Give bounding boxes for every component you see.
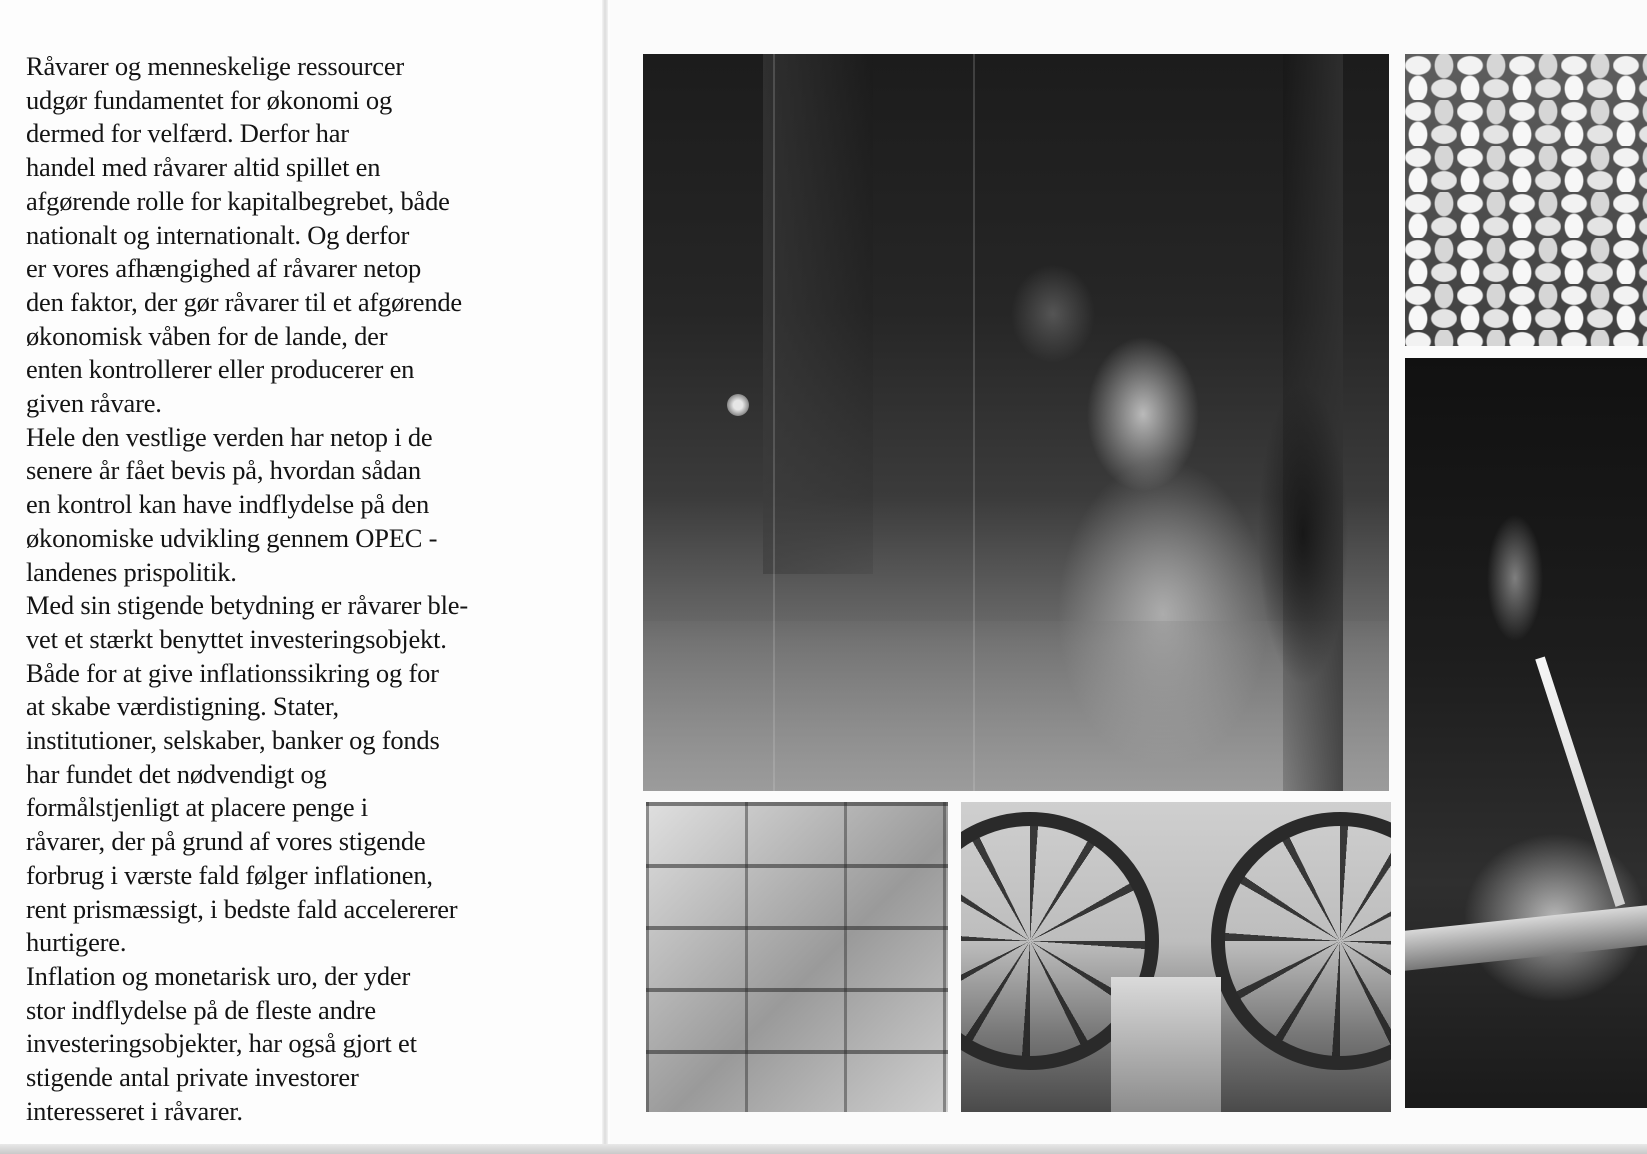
article-line: vet et stærkt benyttet investeringsobjekt. (26, 623, 447, 654)
article-line: økonomisk våben for de lande, der (26, 320, 388, 351)
workers-photo-rule (973, 54, 975, 791)
article-line: rent prismæssigt, i bedste fald accelererer (26, 893, 458, 924)
article-line: formålstjenligt at placere penge i (26, 792, 368, 823)
article-line: Inflation og monetarisk uro, der yder (26, 960, 411, 991)
article-line: udgør fundamentet for økonomi og (26, 84, 392, 115)
article-line: handel med råvarer altid spillet en (26, 152, 381, 183)
workers-photo-shadow (763, 54, 873, 574)
article-line: forbrug i værste fald følger inflationen, (26, 859, 433, 890)
article-line: den faktor, der gør råvarer til et afgørende (26, 286, 462, 317)
article-line: enten kontrollerer eller producerer en (26, 354, 415, 385)
molten-stream (1535, 656, 1625, 906)
article-line: hurtigere. (26, 927, 127, 958)
article-line: senere år fået bevis på, hvordan sådan (26, 455, 421, 486)
article-line: landenes prispolitik. (26, 556, 237, 587)
article-line: given råvare. (26, 388, 162, 419)
article-line: Råvarer og menneskelige ressourcer (26, 51, 405, 81)
workers-photo-rule (773, 54, 775, 791)
ingots-photo (646, 802, 948, 1112)
metal-pouring-photo (1405, 358, 1647, 1108)
article-line: afgørende rolle for kapitalbegrebet, både (26, 185, 450, 216)
scan-bottom-edge (0, 1144, 1647, 1154)
left-page (0, 0, 610, 1154)
article-line: Med sin stigende betydning er råvarer ble- (26, 590, 468, 621)
article-line: råvarer, der på grund af vores stigende (26, 826, 426, 857)
hoist-track (1111, 977, 1221, 1112)
article-line: Hele den vestlige verden har netop i de (26, 421, 433, 452)
article-line: interesseret i råvarer. (26, 1095, 243, 1126)
hoist-wheel (1211, 812, 1391, 1070)
article-body (26, 50, 586, 1129)
article-line: økonomiske udvikling gennem OPEC - (26, 522, 438, 553)
ladle (1405, 905, 1647, 970)
workers-photo (643, 54, 1389, 791)
article-line: har fundet det nødvendigt og (26, 758, 327, 789)
mine-wheels-photo (961, 802, 1391, 1112)
article-line: dermed for velfærd. Derfor har (26, 118, 349, 149)
page-fold (602, 0, 608, 1154)
article-line: institutioner, selskaber, banker og fonds (26, 725, 440, 756)
article-line: nationalt og internationalt. Og derfor (26, 219, 410, 250)
article-line: en kontrol kan have indflydelse på den (26, 489, 430, 520)
workers-photo-highlight (727, 394, 749, 416)
article-line: stigende antal private investorer (26, 1062, 359, 1093)
article-line: er vores afhængighed af råvarer netop (26, 253, 422, 284)
corn-kernels-photo (1405, 54, 1647, 346)
article-line: at skabe værdistigning. Stater, (26, 691, 339, 722)
article-line: stor indflydelse på de fleste andre (26, 994, 376, 1025)
article-line: investeringsobjekter, har også gjort et (26, 1028, 417, 1059)
article-line: Både for at give inflationssikring og for (26, 657, 439, 688)
workers-photo-figure (1243, 334, 1363, 791)
